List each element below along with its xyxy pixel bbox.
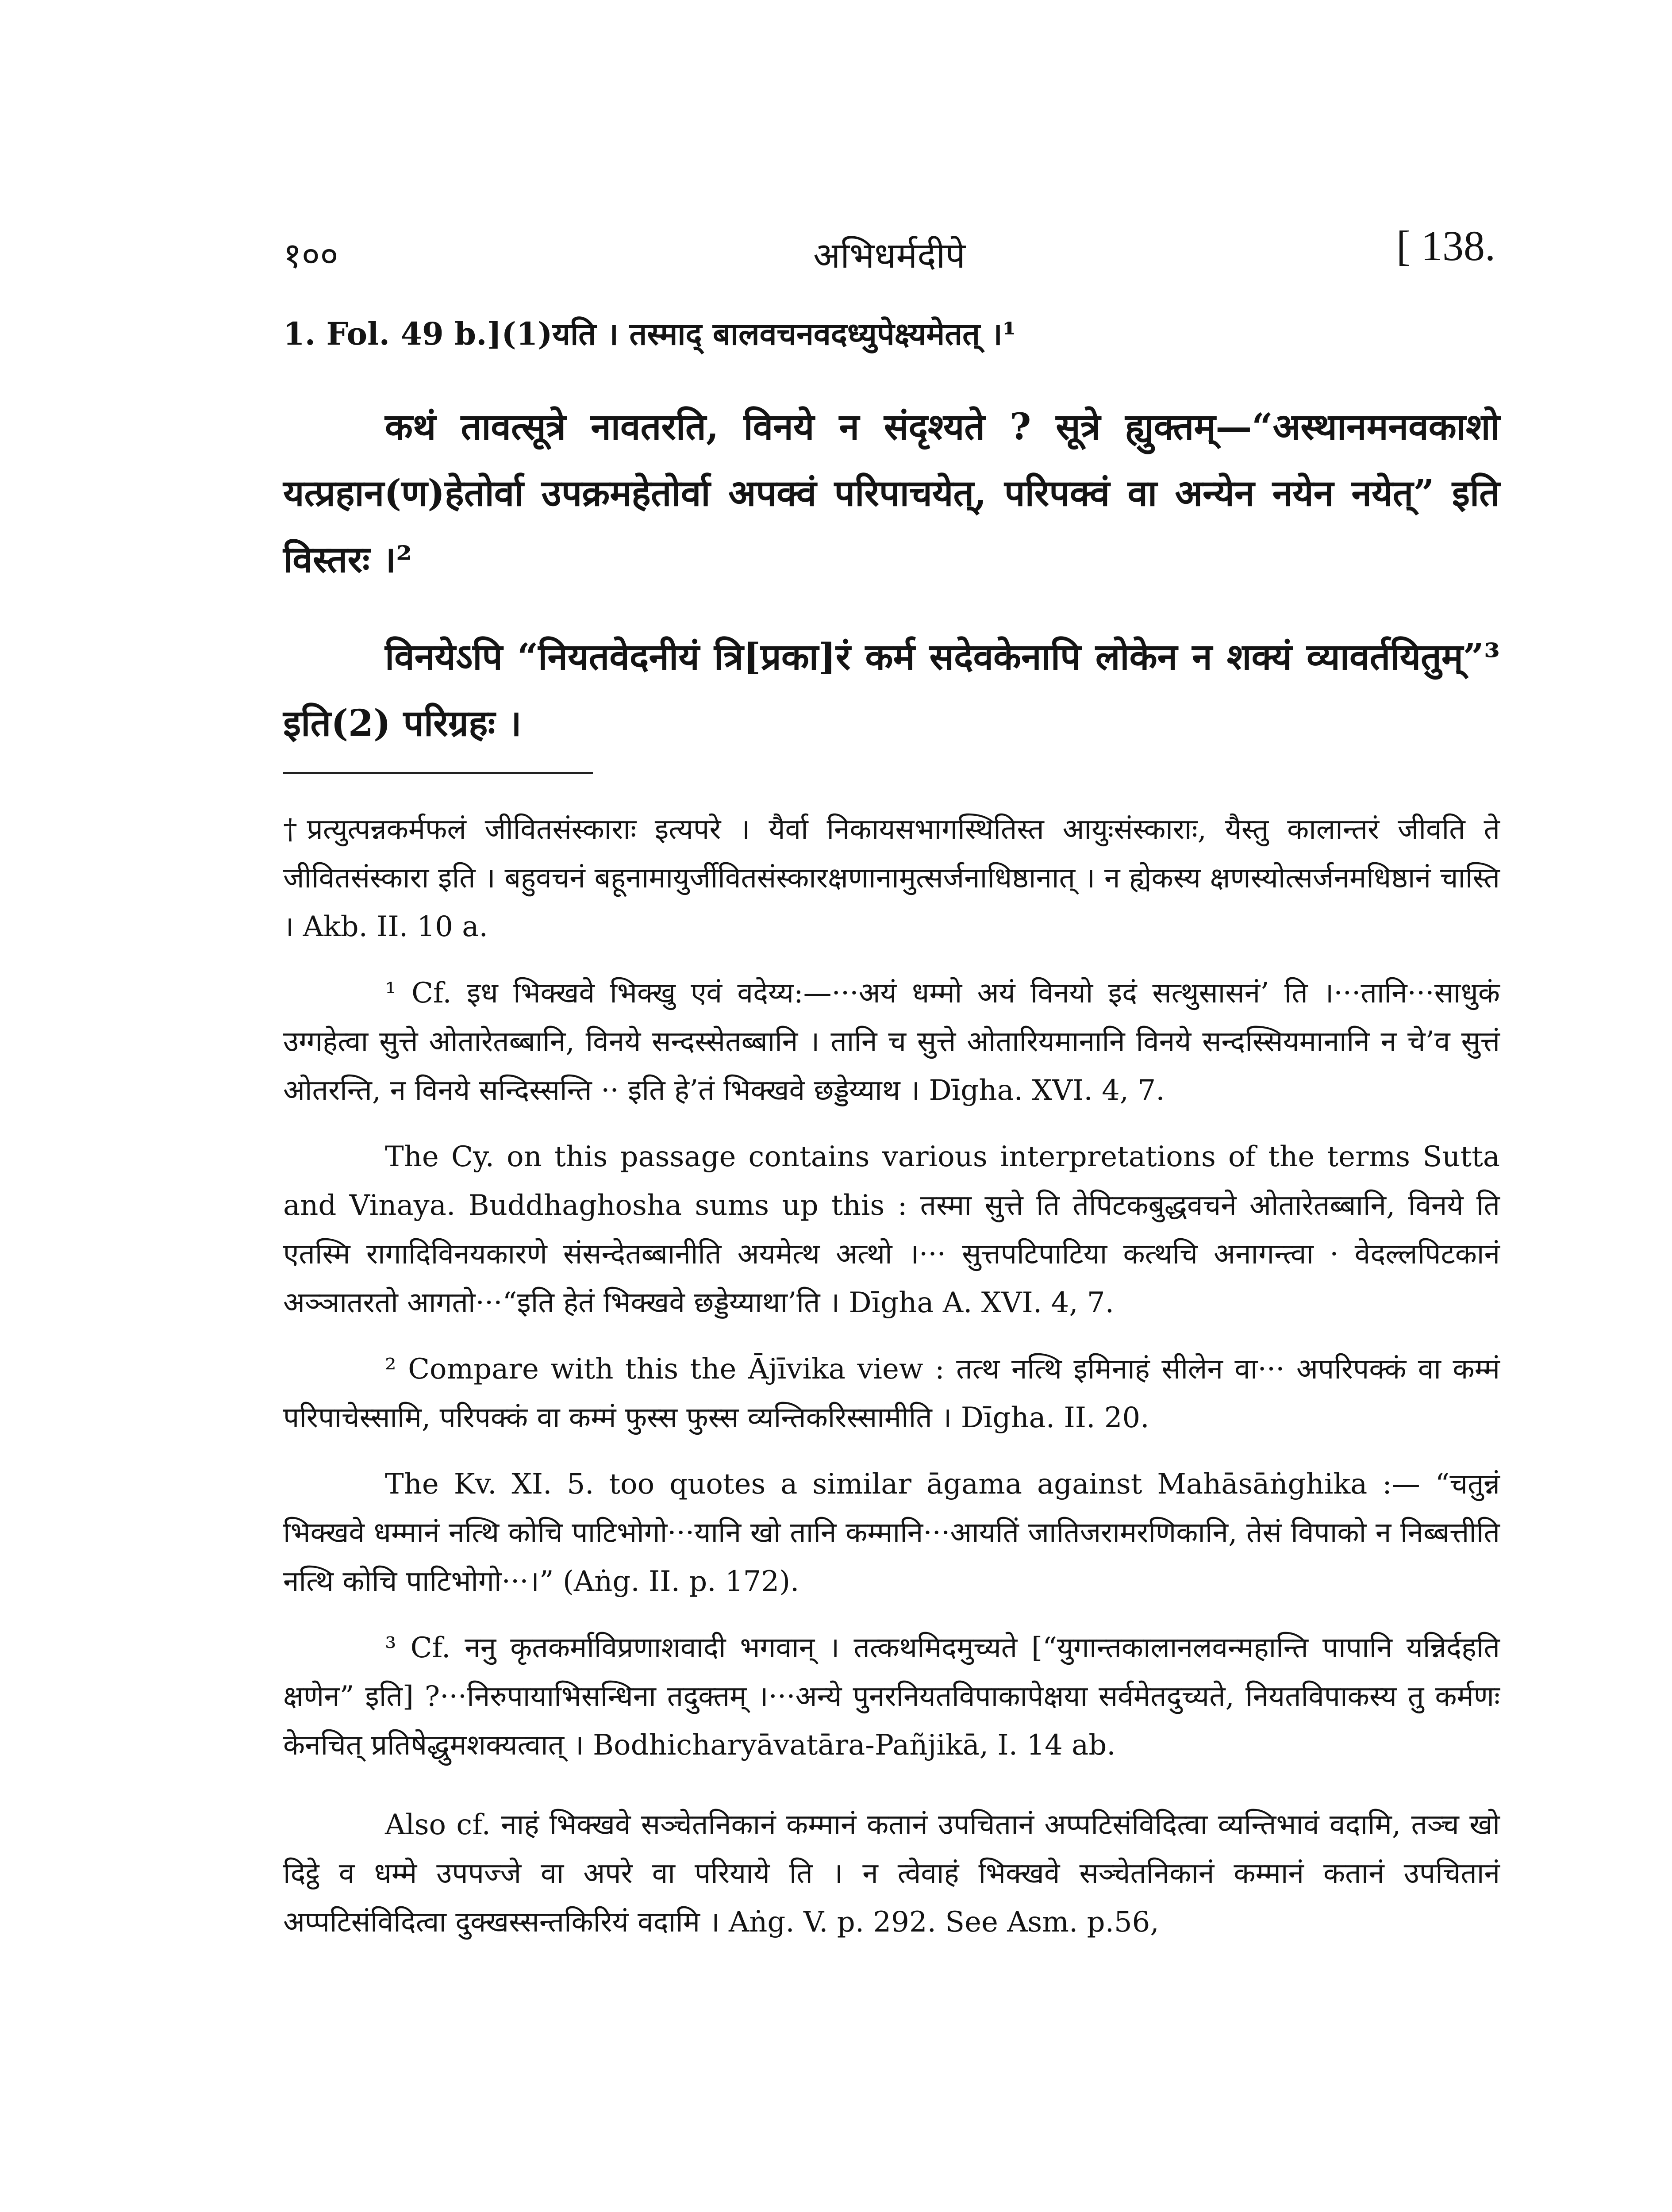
page-header [283, 221, 1495, 276]
footnote-3-also: Also cf. नाहं भिक्खवे सञ्चेतनिकानं कम्मानं कतानं उपचितानं अप्पटिसंविदित्वा व्यन्तिभावं वदामि, तञ्च खो दिट्ठे व धम्मे उपपज्जे वा अपरे वा परियाये ति । न त्वेवाहं भिक्खवे सञ्चेतनिकानं कम्मानं कतानं उपचितानं अप्पटिसंविदित्वा दुक्खस्सन्तकिरियं वदामि । Aṅg. V. p. 292. See Asm. p.56, [283, 1809, 1500, 1939]
folio-line: 1. Fol. 49 b.](1)यति । तस्माद् बालवचनवदध्युपेक्ष्यमेतत् ।¹ [283, 315, 1016, 352]
section-number: [ 138. [1396, 222, 1495, 269]
footnote-1: ¹ Cf. इध भिक्खवे भिक्खु एवं वदेय्य:—···अयं धम्मो अयं विनयो इदं सत्थुसासनं’ ति ।···तानि···साधुकं उग्गहेत्वा सुत्ते ओतारेतब्बानि, विनये सन्दस्सेतब्बानि । तानि च सुत्ते ओतारियमानानि विनये सन्दस्सियमानानि न चे’व सुत्तं ओतरन्ति, न विनये सन्दिस्सन्ति ·· इति हे’तं भिक्खवे छड्डेय्याथ । Dīgha. XVI. 4, 7. [283, 977, 1500, 1107]
footnote-2-continuation: The Kv. XI. 5. too quotes a similar āgama against Mahāsāṅghika :— “चतुन्नं भिक्खवे धम्मानं नत्थि कोचि पाटिभोगो···यानि खो तानि कम्मानि···आयतिं जातिजरामरणिकानि, तेसं विपाको न निब्बत्तीति नत्थि कोचि पाटिभोगो···।” (Aṅg. II. p. 172). [283, 1468, 1500, 1598]
main-paragraph-2: विनयेऽपि “नियतवेदनीयं त्रि[प्रका]रं कर्म सदेवकेनापि लोकेन न शक्यं व्यावर्तयितुम्”³ इति(2) परिग्रहः । [283, 636, 1500, 745]
footnotes [283, 805, 1500, 1947]
page-number: १०० [283, 235, 338, 276]
footnote-dagger: †प्रत्युत्पन्नकर्मफलं जीवितसंस्काराः इत्यपरे । यैर्वा निकायसभागस्थितिस्त आयुःसंस्काराः, यैस्तु कालान्तरं जीवति ते जीवितसंस्कारा इति । बहुवचनं बहूनामायुर्जीवितसंस्कारक्षणानामुत्सर्जनाधिष्ठानात् । न ह्येकस्य क्षणस्योत्सर्जनमधिष्ठानं चास्ति । Akb. II. 10 a. [283, 813, 1500, 943]
main-text [283, 301, 1500, 757]
main-paragraph-1: कथं तावत्सूत्रे नावतरति, विनये न संदृश्यते ? सूत्रे ह्युक्तम्—“अस्थानमनवकाशो यत्प्रहान(ण)हेतोर्वा उपक्रमहेतोर्वा अपक्वं परिपाचयेत्, परिपक्वं वा अन्येन नयेन नयेत्” इति विस्तरः ।² [283, 406, 1500, 581]
running-title: अभिधर्मदीपे [813, 235, 965, 276]
footnote-divider [283, 772, 593, 774]
footnote-3: ³ Cf. ननु कृतकर्माविप्रणाशवादी भगवान् । तत्कथमिदमुच्यते [“युगान्तकालानलवन्महान्ति पापानि यन्निर्दहति क्षणेन” इति] ?···निरुपायाभिसन्धिना तदुक्तम् ।···अन्ये पुनरनियतविपाकापेक्षया सर्वमेतदुच्यते, नियतविपाकस्य तु कर्मणः केनचित् प्रतिषेद्धुमशक्यत्वात् । Bodhicharyāvatāra-Pañjikā, I. 14 ab. [283, 1632, 1500, 1762]
footnote-2: ² Compare with this the Ājīvika view : तत्थ नत्थि इमिनाहं सीलेन वा··· अपरिपक्कं वा कम्मं परिपाचेस्सामि, परिपक्कं वा कम्मं फुस्स फुस्स व्यन्तिकरिस्सामीति । Dīgha. II. 20. [283, 1353, 1500, 1434]
footnote-1-commentary: The Cy. on this passage contains various interpretations of the terms Sutta and Vinaya. Buddhaghosha sums up this : तस्मा सुत्ते ति तेपिटकबुद्धवचने ओतारेतब्बानि, विनये ति एतस्मि रागादिविनयकारणे संसन्देतब्बानीति अयमेत्थ अत्थो ।··· सुत्तपटिपाटिया कत्थचि अनागन्त्वा · वेदल्लपिटकानं अञ्ञातरतो आगतो···“इति हेतं भिक्खवे छड्डेय्याथा’ति । Dīgha A. XVI. 4, 7. [283, 1141, 1500, 1319]
